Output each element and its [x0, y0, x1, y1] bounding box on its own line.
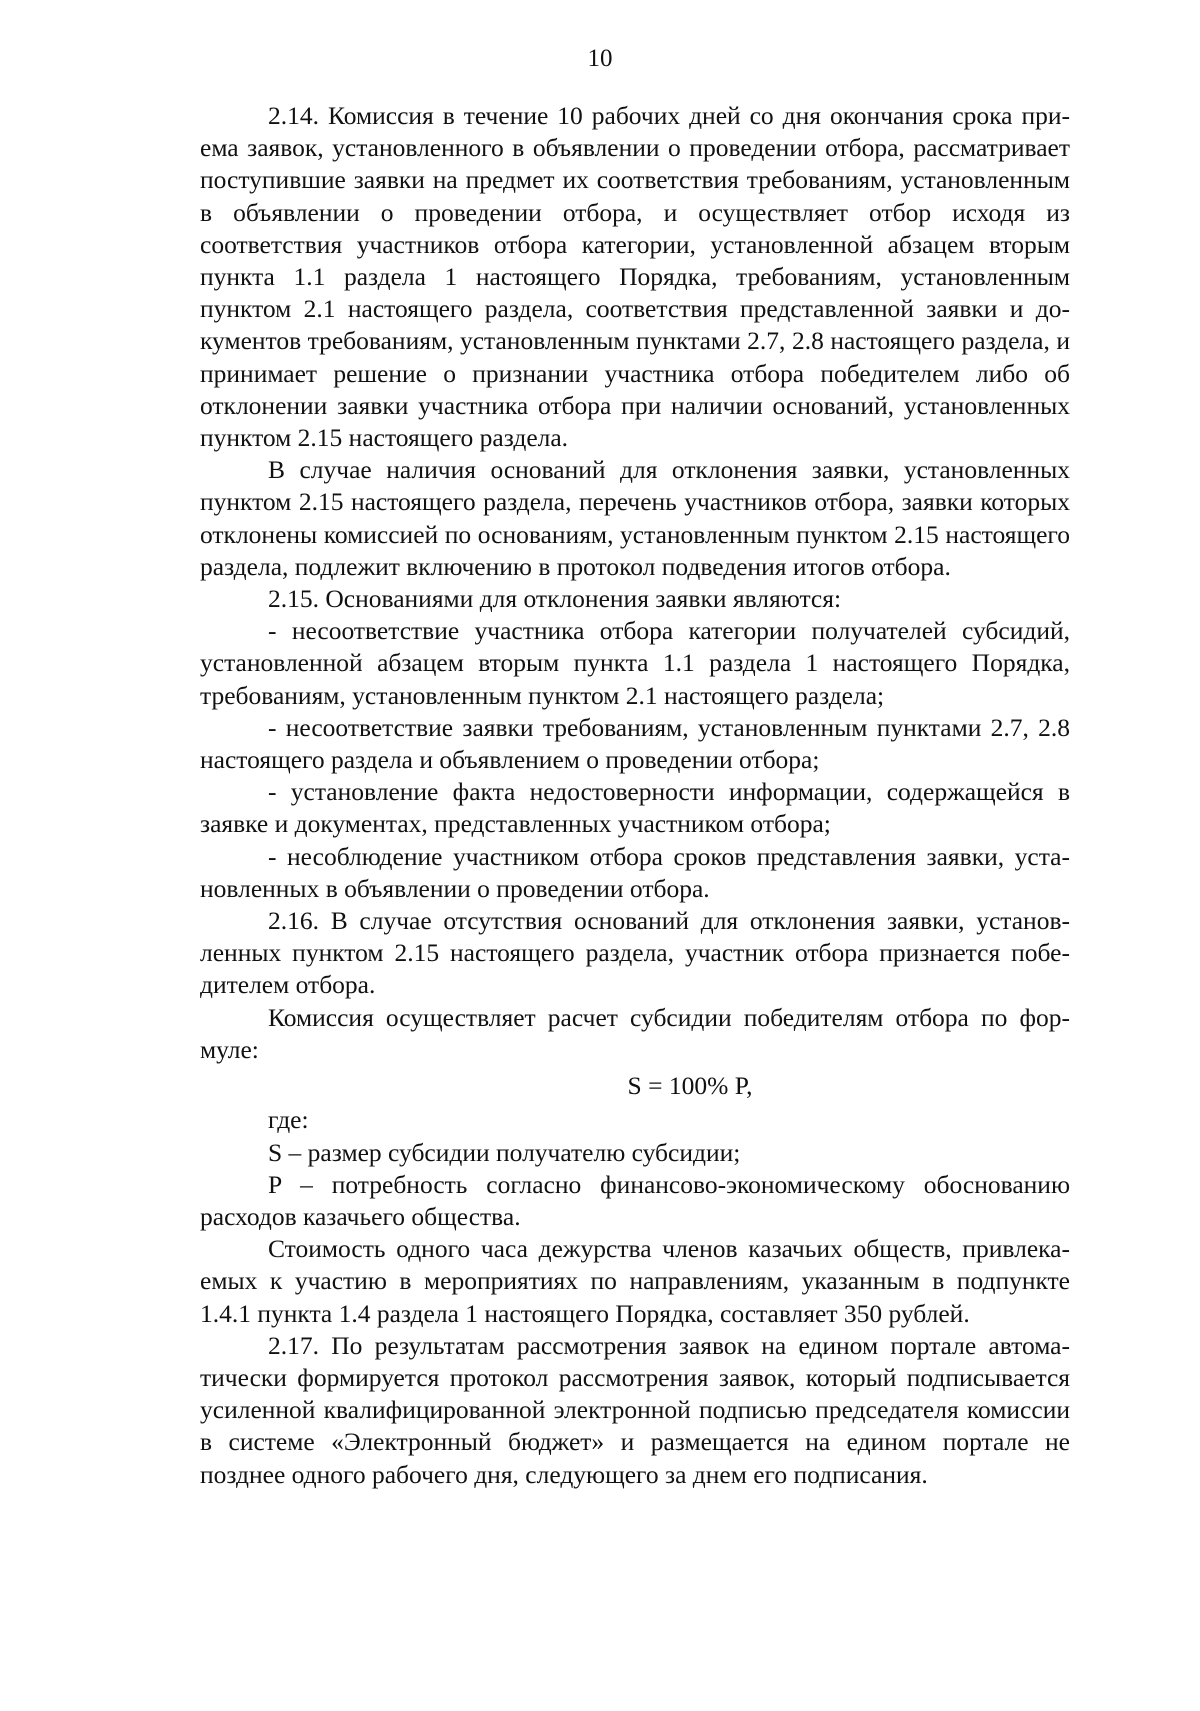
formula-where: где: — [268, 1105, 309, 1135]
paragraph-2-15: 2.15. Основаниями для отклонения заявки являются: — [268, 584, 842, 614]
document-body — [200, 100, 1070, 1491]
paragraph-calculation-intro: Комиссия осуществляет расчет субсидии победителям отбора по формуле: — [200, 1002, 1070, 1064]
list-item-false-information: - установление факта недостоверности информации, содержащейся в заявке и документах, представленных участником отбора; — [200, 777, 1070, 839]
paragraph-rejection-list: В случае наличия оснований для отклонения заявки, установленных пунктом 2.15 настоящего раздела, перечень участников отбора, заявки которых отклонены комиссией по основаниям, установленным пунктом 2.15 настоящего раздела, подлежит включению в протокол подведения итогов отбора. — [200, 455, 1070, 581]
formula-definition-s: S – размер субсидии получателю субсидии; — [268, 1137, 741, 1167]
page-number: 10 — [587, 45, 613, 72]
subsidy-formula: S = 100% P, — [627, 1071, 753, 1101]
paragraph-2-16: 2.16. В случае отсутствия оснований для отклонения заявки, установленных пунктом 2.15 настоящего раздела, участник отбора признается победителем отбора. — [200, 906, 1070, 1000]
formula-definition-p: P – потребность согласно финансово-экономическому обоснованию расходов казачьего общества. — [200, 1169, 1070, 1231]
paragraph-2-14: 2.14. Комиссия в течение 10 рабочих дней со дня окончания срока приема заявок, установленного в объявлении о проведении отбора, рассматривает поступившие заявки на предмет их соответствия требованиям, установленным в объявлении о проведении отбора, и осуществляет отбор исходя из соответствия участников отбора категории, установленной абзацем вторым пункта 1.1 раздела 1 настоящего Порядка, требованиям, установленным пунктом 2.1 настоящего раздела, соответствия представленной заявки и документов требованиям, установленным пунктами 2.7, 2.8 настоящего раздела, и принимает решение о признании участника отбора победителем либо об отклонении заявки участника отбора при наличии оснований, установленных пунктом 2.15 настоящего раздела. — [200, 101, 1070, 453]
paragraph-hourly-cost: Стоимость одного часа дежурства членов казачьих обществ, привлекаемых к участию в мероприятиях по направлениям, указанным в подпункте 1.4.1 пункта 1.4 раздела 1 настоящего Порядка, составляет 350 рублей. — [200, 1234, 1070, 1328]
list-item-application-mismatch: - несоответствие заявки требованиям, установленным пунктами 2.7, 2.8 настоящего раздела и объявлением о проведении отбора; — [200, 712, 1070, 775]
paragraph-2-17: 2.17. По результатам рассмотрения заявок на едином портале автоматически формируется протокол рассмотрения заявок, который подписывается усиленной квалифицированной электронной подписью председателя комиссии в системе «Электронный бюджет» и размещается на едином портале не позднее одного рабочего дня, следующего за днем его подписания. — [200, 1330, 1070, 1489]
list-item-deadline-violation: - несоблюдение участником отбора сроков представления заявки, установленных в объявлении о проведении отбора. — [200, 841, 1070, 903]
list-item-category-mismatch: - несоответствие участника отбора категории получателей субсидий, установленной абзацем вторым пункта 1.1 раздела 1 настоящего Порядка, требованиям, установленным пунктом 2.1 настоящего раздела; — [200, 616, 1070, 710]
